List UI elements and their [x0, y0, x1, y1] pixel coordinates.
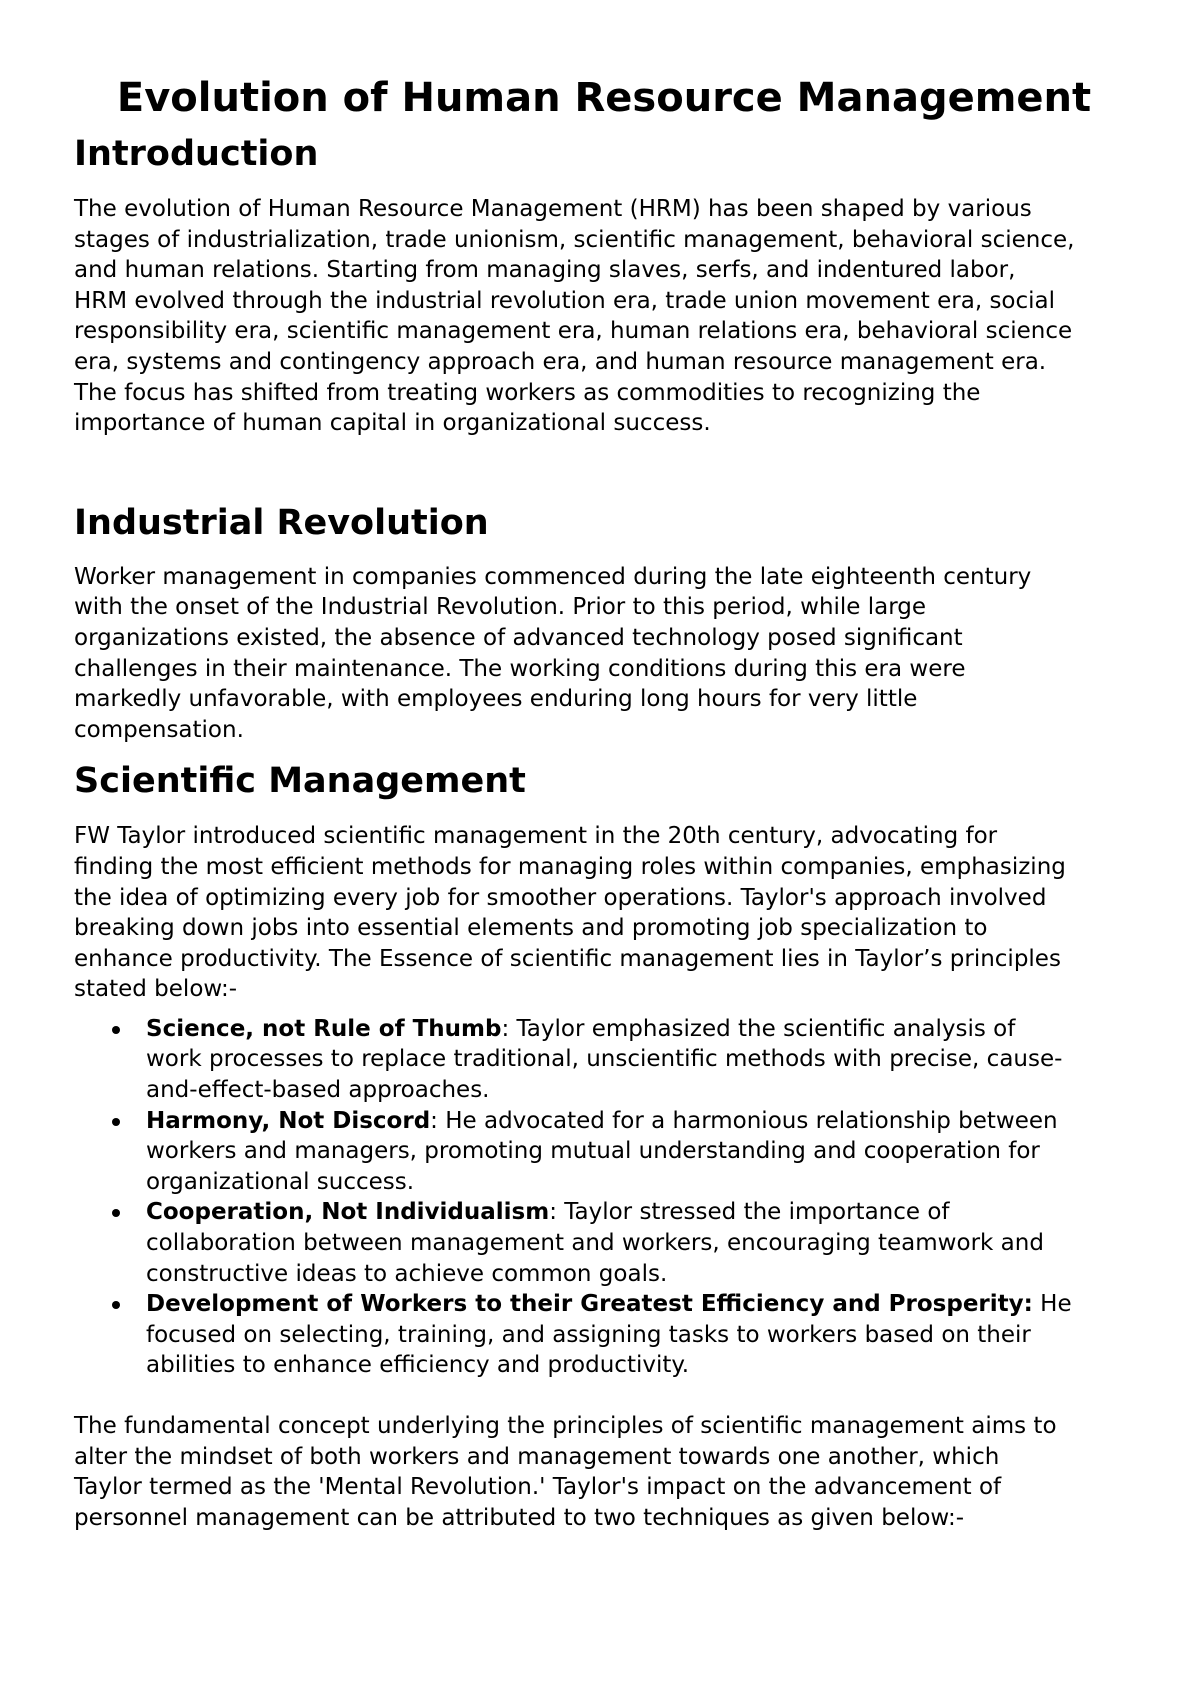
- text-line: abilities to enhance efficiency and productivity.: [146, 1352, 690, 1379]
- document-title: Evolution of Human Resource Management: [116, 75, 1092, 121]
- list-item: [74, 1197, 1134, 1289]
- text-line: focused on selecting, training, and assigning tasks to workers based on their: [146, 1321, 1031, 1348]
- document-page: [74, 70, 1134, 1533]
- text-line: stated below:-: [74, 976, 237, 1003]
- bullet-icon: [112, 1301, 120, 1309]
- list-item: [74, 1106, 1134, 1198]
- text-line: organizational success.: [146, 1168, 415, 1195]
- text-line: challenges in their maintenance. The working conditions during this era were: [74, 655, 966, 682]
- text-line: compensation.: [74, 716, 244, 743]
- mental-revolution-paragraph: [74, 1411, 1134, 1533]
- text-line: workers and managers, promoting mutual understanding and cooperation for: [146, 1138, 1040, 1165]
- list-item: [74, 1014, 1134, 1106]
- text-line: organizations existed, the absence of advanced technology posed significant: [74, 624, 963, 651]
- text-line: breaking down jobs into essential elements and promoting job specialization to: [74, 915, 988, 942]
- text-line: markedly unfavorable, with employees enduring long hours for very little: [74, 686, 918, 713]
- section-heading-industrial-revolution: Industrial Revolution: [74, 502, 489, 543]
- section-heading-scientific-management: Scientific Management: [74, 761, 526, 802]
- text-line: [146, 1014, 1134, 1045]
- section-heading-introduction: Introduction: [74, 134, 319, 174]
- text-line: and human relations. Starting from managing slaves, serfs, and indentured labor,: [74, 257, 1016, 284]
- text-line: the idea of optimizing every job for smoother operations. Taylor's approach involved: [74, 884, 1047, 911]
- text-line: The evolution of Human Resource Management (HRM) has been shaped by various: [74, 196, 1032, 222]
- text-line: Worker management in companies commenced during the late eighteenth century: [74, 563, 1032, 590]
- text-line: era, systems and contingency approach era, and human resource management era.: [74, 348, 1047, 375]
- text-line: finding the most efficient methods for managing roles within companies, emphasizing: [74, 853, 1066, 880]
- bullet-icon: [112, 1209, 120, 1217]
- taylor-principles-list: [74, 1014, 1134, 1381]
- bullet-icon: [112, 1118, 120, 1126]
- text-line: enhance productivity. The Essence of scientific management lies in Taylor’s principles: [74, 945, 1061, 972]
- principle-description: : Taylor stressed the importance of: [549, 1199, 950, 1226]
- text-line: personnel management can be attributed to two techniques as given below:-: [74, 1504, 965, 1531]
- list-item-text: [146, 1106, 1134, 1198]
- principle-description: : Taylor emphasized the scientific analysis of: [501, 1015, 1016, 1042]
- text-line: importance of human capital in organizational success.: [74, 410, 711, 437]
- list-item-text: [146, 1197, 1134, 1289]
- text-line: [146, 1106, 1134, 1137]
- text-line: work processes to replace traditional, unscientific methods with precise, cause-: [146, 1046, 1063, 1073]
- list-item-text: [146, 1014, 1134, 1106]
- text-line: FW Taylor introduced scientific management in the 20th century, advocating for: [74, 823, 998, 850]
- text-line: [146, 1197, 1134, 1228]
- principle-term: Science, not Rule of Thumb: [146, 1015, 502, 1042]
- text-line: and-effect-based approaches.: [146, 1077, 490, 1104]
- text-line: responsibility era, scientific management era, human relations era, behavioral science: [74, 318, 1073, 345]
- bullet-icon: [112, 1026, 120, 1034]
- text-line: constructive ideas to achieve common goals.: [146, 1260, 668, 1287]
- principle-term: Cooperation, Not Individualism: [146, 1199, 550, 1226]
- industrial-revolution-paragraph: [74, 562, 1134, 746]
- text-line: collaboration between management and workers, encouraging teamwork and: [146, 1230, 1044, 1257]
- principle-description: He: [1032, 1291, 1072, 1318]
- text-line: HRM evolved through the industrial revolution era, trade union movement era, social: [74, 287, 1056, 314]
- text-line: with the onset of the Industrial Revolution. Prior to this period, while large: [74, 594, 927, 621]
- principle-description: : He advocated for a harmonious relationship between: [430, 1107, 1058, 1134]
- text-line: The fundamental concept underlying the principles of scientific management aims to: [74, 1413, 1057, 1439]
- introduction-paragraph: [74, 194, 1134, 439]
- list-item-text: [146, 1289, 1134, 1381]
- text-line: alter the mindset of both workers and management towards one another, which: [74, 1443, 1000, 1470]
- text-line: stages of industrialization, trade unionism, scientific management, behavioral science,: [74, 226, 1075, 253]
- text-line: Taylor termed as the 'Mental Revolution.' Taylor's impact on the advancement of: [74, 1474, 1002, 1501]
- scientific-management-paragraph: [74, 821, 1134, 1005]
- list-item: [74, 1289, 1134, 1381]
- text-line: [146, 1289, 1134, 1320]
- principle-term: Development of Workers to their Greatest Efficiency and Prosperity:: [146, 1291, 1033, 1318]
- text-line: The focus has shifted from treating workers as commodities to recognizing the: [74, 379, 981, 406]
- principle-term: Harmony, Not Discord: [146, 1107, 431, 1134]
